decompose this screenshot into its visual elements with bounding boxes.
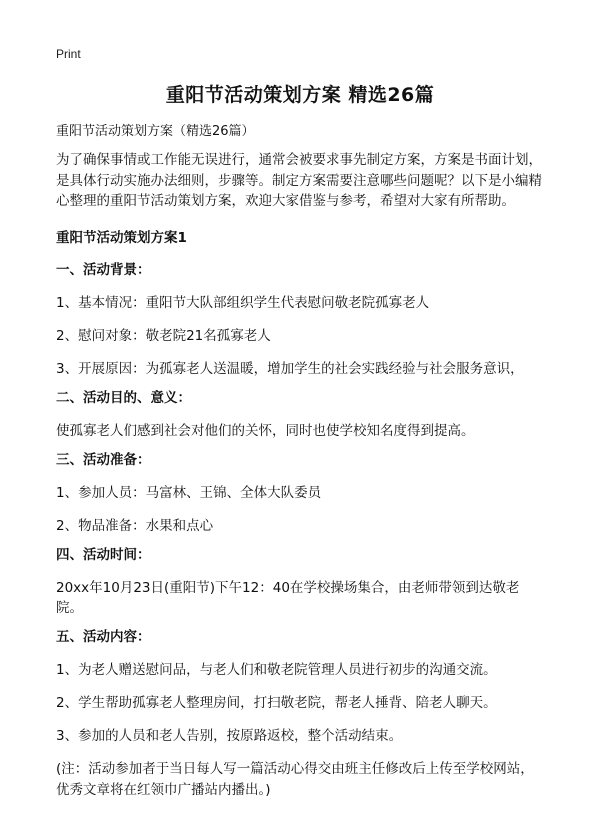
document-body: [56, 122, 546, 801]
document-subtitle: 重阳节活动策划方案（精选26篇）: [56, 124, 255, 139]
section-heading-preparation: 三、活动准备：: [56, 451, 151, 468]
list-item: 1、为老人赠送慰问品，与老人们和敬老院管理人员进行初步的沟通交流。: [56, 661, 497, 678]
intro-paragraph: 为了确保事情或工作能无误进行，通常会被要求事先制定方案，方案是书面计划，是具体行动实施办法细则，步骤等。制定方案需要注意哪些问题呢？以下是小编精心整理的重阳节活动策划方案，欢迎大家借鉴与参考，希望对大家有所帮助。: [56, 152, 542, 209]
list-item: 3、开展原因：为孤寡老人送温暖，增加学生的社会实践经验与社会服务意识，: [56, 360, 524, 377]
list-item: 1、参加人员：马富林、王锦、全体大队委员: [56, 484, 322, 501]
page-title: 重阳节活动策划方案 精选26篇: [165, 84, 435, 106]
section-heading-time: 四、活动时间：: [56, 546, 151, 563]
footnote: (注：活动参加者于当日每人写一篇活动心得交由班主任修改后上传至学校网站，优秀文章将在红领巾广播站内播出。): [56, 760, 534, 798]
section-text: 使孤寡老人们感到社会对他们的关怀，同时也使学校知名度得到提高。: [56, 422, 475, 439]
list-item: 2、慰问对象：敬老院21名孤寡老人: [56, 327, 271, 344]
list-item: 1、基本情况：重阳节大队部组织学生代表慰问敬老院孤寡老人: [56, 294, 430, 311]
section-text: 20xx年10月23日(重阳节)下午12：40在学校操场集合，由老师带领到达敬老院。: [56, 579, 520, 616]
section-heading-content: 五、活动内容：: [56, 628, 151, 645]
section-heading-background: 一、活动背景：: [56, 261, 151, 278]
print-label: Print: [56, 47, 81, 61]
section-heading-purpose: 二、活动目的、意义：: [56, 389, 191, 406]
list-item: 3、参加的人员和老人告别，按原路返校，整个活动结束。: [56, 727, 403, 744]
list-item: 2、学生帮助孤寡老人整理房间，打扫敬老院，帮老人捶背、陪老人聊天。: [56, 694, 497, 711]
list-item: 2、物品准备：水果和点心: [56, 517, 214, 534]
plan-heading: 重阳节活动策划方案1: [56, 229, 187, 246]
